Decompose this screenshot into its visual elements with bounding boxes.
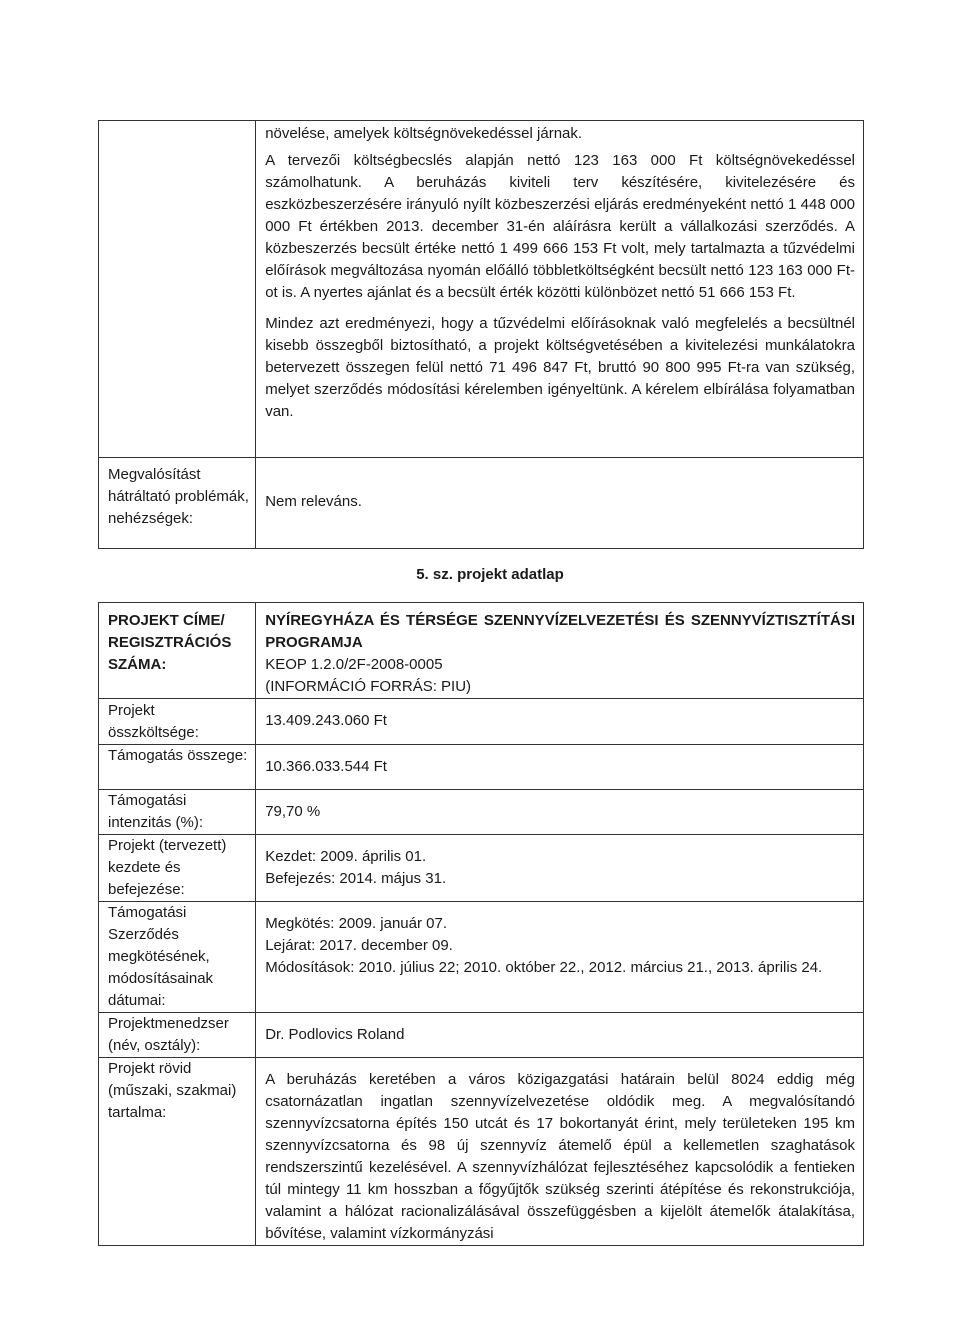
content-label-cell [99, 1058, 256, 1246]
contract-dates-label: Támogatási Szerződés megkötésének, módosításainak dátumai: [108, 904, 214, 1009]
problems-value: Nem releváns. [265, 493, 362, 510]
intensity-value-cell [256, 790, 864, 835]
manager-label: Projektmenedzser (név, osztály): [108, 1015, 229, 1054]
paragraph-1: növelése, amelyek költségnövekedéssel járnak. [265, 125, 583, 142]
paragraph-3: Mindez azt eredményezi, hogy a tűzvédelmi előírásoknak való megfelelés a becsültnél kisebb összegből biztosítható, a projekt költségvetésében a kivitelezési munkálatokra betervezett összegen felül nettó 71 496 847 Ft, bruttó 90 800 995 Ft-ra van szükség, melyet szerződés módosítási kérelemben igényeltünk. A kérelem elbírálása folyamatban van. [265, 315, 855, 420]
content-value: A beruházás keretében a város közigazgatási határain belül 8024 eddig még csatornázatlan ingatlan szennyvízelvezetése oldódik meg. A megvalósítandó szennyvízcsatorna építés 150 utcát és 17 bokortanyát érint, mely területeken 195 km szennyvízcsatorna és 98 új szennyvíz átemelő épül a kellemetlen szaghatások rendszerszintű kezelésével. A szennyvízhálózat fejlesztéséhez kapcsolódik a fentieken túl mintegy 11 km hosszban a főgyűjtők szükség szerinti átépítése és rekonstrukciója, valamint a hálózat racionalizálásával összefüggésben a kijelölt átemelők átalakítása, bővítése, valamint vízkormányzási [265, 1071, 855, 1242]
section-title: 5. sz. projekt adatlap [416, 566, 564, 583]
total-cost-label-cell [99, 699, 256, 745]
support-amount-value: 10.366.033.544 Ft [265, 758, 387, 775]
intensity-label: Támogatási intenzitás (%): [108, 792, 204, 831]
project-title-label: PROJEKT CÍME/ REGISZTRÁCIÓS SZÁMA: [108, 612, 232, 673]
problems-label: Megvalósítást hátráltató problémák, nehézségek: [108, 466, 249, 527]
intensity-value: 79,70 % [265, 803, 321, 820]
contract-dates-label-cell [99, 902, 256, 1013]
intensity-label-cell [99, 790, 256, 835]
project-title: NYÍREGYHÁZA ÉS TÉRSÉGE SZENNYVÍZELVEZETÉSI ÉS SZENNYVÍZTISZTÍTÁSI PROGRAMJA [265, 612, 855, 651]
header-value-cell [256, 603, 864, 699]
schedule-label: Projekt (tervezett) kezdete és befejezése: [108, 837, 227, 898]
report-table-1 [98, 120, 864, 549]
row2-value-cell [256, 458, 864, 549]
row1-label-cell [99, 121, 256, 458]
header-label-cell [99, 603, 256, 699]
total-cost-value-cell [256, 699, 864, 745]
start-date: Kezdet: 2009. április 01. [265, 848, 427, 865]
end-date: Befejezés: 2014. május 31. [265, 870, 447, 887]
manager-value-cell [256, 1013, 864, 1058]
registration-number: KEOP 1.2.0/2F-2008-0005 [265, 656, 443, 673]
support-amount-label-cell [99, 745, 256, 790]
content-label: Projekt rövid (műszaki, szakmai) tartalma: [108, 1060, 237, 1121]
total-cost-value: 13.409.243.060 Ft [265, 712, 387, 729]
schedule-label-cell [99, 835, 256, 902]
content-value-cell [256, 1058, 864, 1246]
manager-label-cell [99, 1013, 256, 1058]
project-data-table [98, 602, 864, 1246]
schedule-value-cell [256, 835, 864, 902]
contract-signed: Megkötés: 2009. január 07. [265, 915, 447, 932]
row1-value-cell [256, 121, 864, 458]
information-source: (INFORMÁCIÓ FORRÁS: PIU) [265, 678, 472, 695]
manager-value: Dr. Podlovics Roland [265, 1026, 405, 1043]
support-amount-label: Támogatás összege: [108, 747, 248, 764]
support-amount-value-cell [256, 745, 864, 790]
total-cost-label: Projekt összköltsége: [108, 702, 199, 741]
contract-dates-value-cell [256, 902, 864, 1013]
contract-modifications: Módosítások: 2010. július 22; 2010. október 22., 2012. március 21., 2013. április 24. [265, 959, 823, 976]
row2-label-cell [99, 458, 256, 549]
contract-expiry: Lejárat: 2017. december 09. [265, 937, 453, 954]
paragraph-2: A tervezői költségbecslés alapján nettó 123 163 000 Ft költségnövekedéssel számolhatunk. A beruházás kiviteli terv készítésére, kivitelezésére és eszközbeszerzésére irányuló nyílt közbeszerzési eljárás eredményeként nettó 1 448 000 000 Ft értékben 2013. december 31-én aláírásra került a vállalkozási szerződés. A közbeszerzés becsült értéke nettó 1 499 666 153 Ft volt, mely tartalmazta a tűzvédelmi előírások megváltozása nyomán előálló többletköltségként becsült nettó 123 163 000 Ft-ot is. A nyertes ajánlat és a becsült érték közötti különbözet nettó 51 666 153 Ft. [265, 152, 855, 301]
